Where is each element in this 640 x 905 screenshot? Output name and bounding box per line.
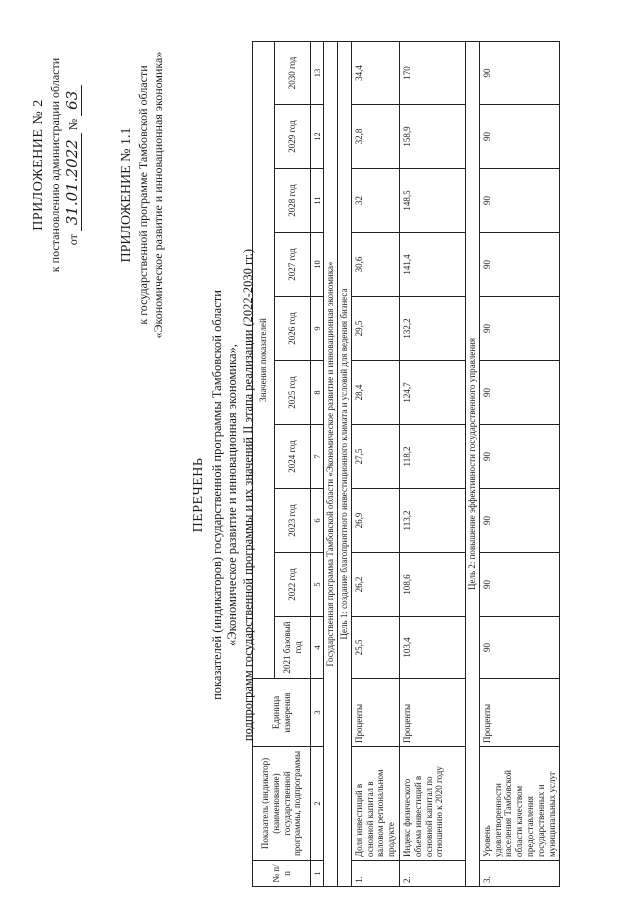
header-unit: Единица измерения (253, 679, 311, 747)
column-number: 3 (311, 679, 324, 747)
table-row (479, 42, 560, 887)
row-indicator: Уровень удовлетворенности населения Тамбовской области качеством предоставления государственных и муниципальных услуг (479, 747, 560, 861)
appendix-2-title: ПРИЛОЖЕНИЕ № 2 (31, 99, 46, 231)
row-value: 26,2 (351, 553, 399, 617)
row-value: 124,7 (399, 361, 465, 425)
column-number: 4 (311, 617, 324, 679)
row-value: 32 (351, 169, 399, 233)
row-value: 90 (479, 297, 560, 361)
header-year: 2021 базовый год (275, 617, 311, 679)
appendix-1-1-line1: к государственной программе Тамбовской области (135, 65, 150, 325)
header-year: 2023 год (275, 489, 311, 553)
header-year: 2027 год (275, 233, 311, 297)
row-value: 118,2 (399, 425, 465, 489)
goal-row (465, 42, 479, 887)
row-value: 141,4 (399, 233, 465, 297)
row-value: 132,2 (399, 297, 465, 361)
appendix-1-1-header (118, 30, 166, 360)
row-value: 27,5 (351, 425, 399, 489)
row-value: 90 (479, 425, 560, 489)
row-value: 113,2 (399, 489, 465, 553)
row-value: 90 (479, 169, 560, 233)
row-value: 108,6 (399, 553, 465, 617)
row-value: 26,9 (351, 489, 399, 553)
document-title (190, 175, 256, 815)
handwritten-number: 63 (63, 85, 82, 116)
row-indicator: Доля инвестиций в основной капитал в валовом региональном продукте (351, 747, 399, 861)
goal-row (337, 42, 351, 887)
row-value: 90 (479, 105, 560, 169)
column-number: 2 (311, 747, 324, 861)
column-number: 1 (311, 861, 324, 887)
header-year: 2022 год (275, 553, 311, 617)
column-number: 9 (311, 297, 324, 361)
number-prefix: № (65, 118, 80, 131)
column-number: 13 (311, 42, 324, 105)
column-numbers-row (311, 42, 324, 887)
column-number: 11 (311, 169, 324, 233)
appendix-1-1-title: ПРИЛОЖЕНИЕ № 1.1 (119, 127, 134, 263)
date-prefix: от (65, 234, 80, 246)
header-year: 2030 год (275, 42, 311, 105)
row-value: 158,9 (399, 105, 465, 169)
row-value: 25,5 (351, 617, 399, 679)
header-num: № п/п (253, 861, 311, 887)
appendix-2-date-line (63, 45, 82, 285)
title-line3: подпрограмм государственной программы и их значений II этапа реализации (2022-2030 гг.) (240, 248, 255, 742)
row-unit: Проценты (399, 679, 465, 747)
row-num: 1. (351, 861, 399, 887)
column-number: 12 (311, 105, 324, 169)
row-value: 28,4 (351, 361, 399, 425)
row-value: 90 (479, 617, 560, 679)
header-year: 2028 год (275, 169, 311, 233)
row-value: 148,5 (399, 169, 465, 233)
row-value: 90 (479, 361, 560, 425)
row-unit: Проценты (479, 679, 560, 747)
row-unit: Проценты (351, 679, 399, 747)
indicators-table (252, 41, 560, 887)
row-value: 90 (479, 233, 560, 297)
row-indicator: Индекс физического объема инвестиций в основной капитал по отношению к 2020 году (399, 747, 465, 861)
table-row (351, 42, 399, 887)
title-line2: «Экономическое развитие и инновационная экономика», (225, 344, 240, 646)
table-row (399, 42, 465, 887)
handwritten-date: 31.01.2022 (63, 133, 82, 231)
header-year: 2024 год (275, 425, 311, 489)
column-number: 8 (311, 361, 324, 425)
title-line1: показателей (индикаторов) государственной программы Тамбовской области (209, 290, 224, 700)
row-num: 2. (399, 861, 465, 887)
row-value: 103,4 (399, 617, 465, 679)
row-value: 32,8 (351, 105, 399, 169)
row-value: 29,5 (351, 297, 399, 361)
goal-2: Цель 2: повышение эффективности государственного управления (465, 42, 479, 887)
header-year: 2025 год (275, 361, 311, 425)
appendix-1-1-line2: «Экономическое развитие и инновационная экономика» (150, 51, 165, 339)
column-number: 5 (311, 553, 324, 617)
goal-1: Цель 1: создание благоприятного инвестиционного климата и условий для ведения бизнеса (337, 42, 351, 887)
row-num: 3. (479, 861, 560, 887)
row-value: 90 (479, 489, 560, 553)
appendix-2-header (30, 45, 81, 285)
row-value: 170 (399, 42, 465, 105)
row-value: 90 (479, 553, 560, 617)
header-year: 2029 год (275, 105, 311, 169)
row-value: 90 (479, 42, 560, 105)
title-heading: ПЕРЕЧЕНЬ (191, 457, 206, 533)
header-year: 2026 год (275, 297, 311, 361)
header-values: Значения показателей (253, 42, 275, 679)
column-number: 10 (311, 233, 324, 297)
program-name: Государственная программа Тамбовской области «Экономическое развитие и инновационная экономика» (324, 42, 338, 887)
column-number: 7 (311, 425, 324, 489)
program-row (324, 42, 338, 887)
appendix-2-line1: к постановлению администрации области (47, 57, 62, 273)
row-value: 34,4 (351, 42, 399, 105)
header-indicator: Показатель (индикатор) (наименование) государственной программы, подпрограммы (253, 747, 311, 861)
row-value: 30,6 (351, 233, 399, 297)
column-number: 6 (311, 489, 324, 553)
